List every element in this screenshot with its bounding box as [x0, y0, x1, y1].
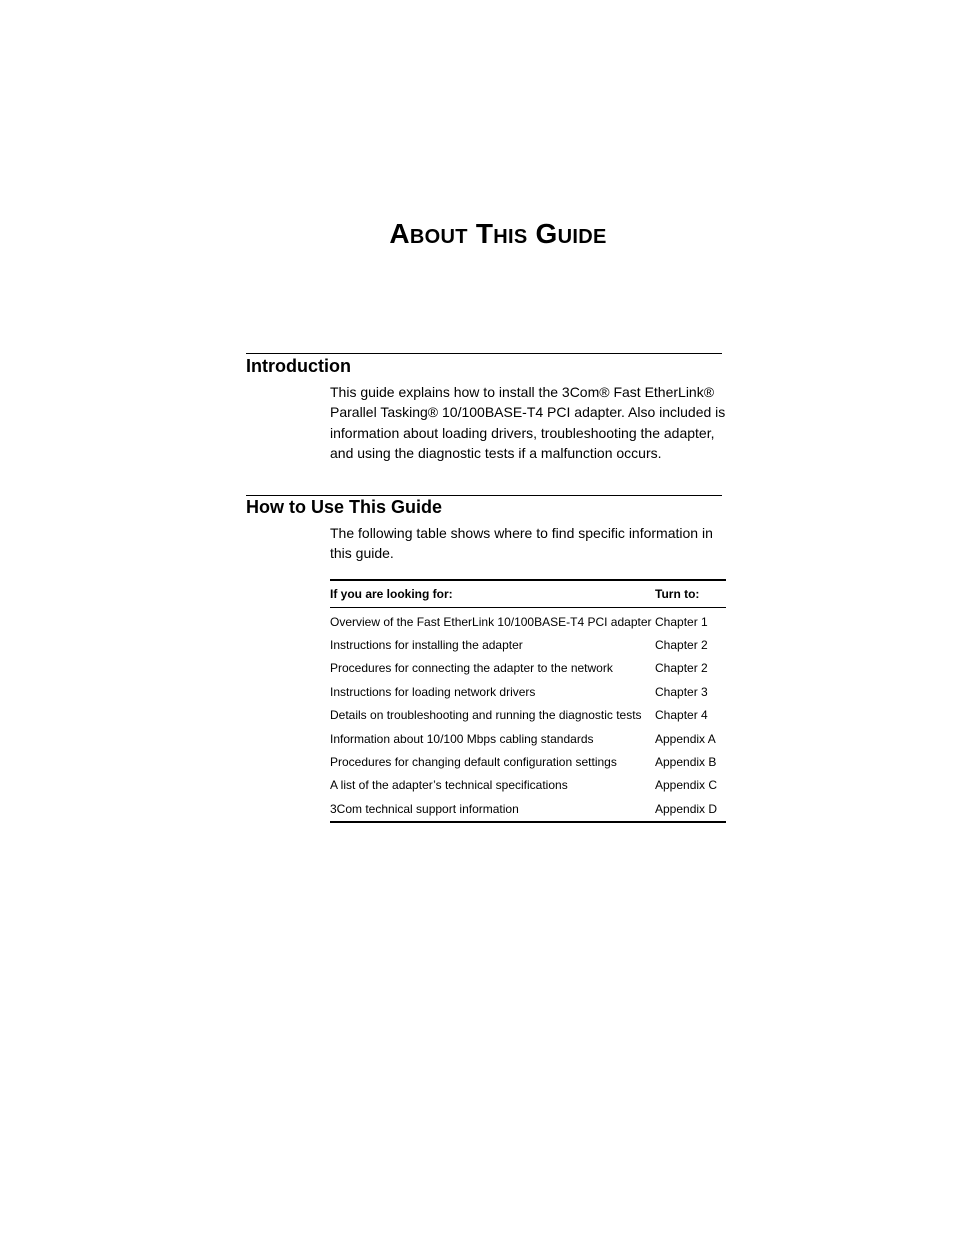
table-cell-reference: Appendix D [655, 801, 718, 816]
page-title: About This Guide [389, 218, 607, 249]
table-row [330, 680, 726, 703]
table-cell-topic: A list of the adapter’s technical specifications [330, 778, 568, 793]
table-cell-reference: Chapter 1 [655, 614, 708, 629]
table-cell-topic: Procedures for changing default configuration settings [330, 755, 617, 770]
table-row [330, 774, 726, 797]
how-to-use-paragraph: The following table shows where to find specific information in this guide. [330, 525, 713, 562]
table-header-reference: Turn to: [655, 580, 726, 608]
table-row [330, 797, 726, 821]
table-cell-topic: Instructions for loading network drivers [330, 684, 536, 699]
table-row [330, 633, 726, 656]
table-header-topic: If you are looking for: [330, 580, 655, 608]
guide-table [330, 579, 726, 823]
table-cell-topic: Details on troubleshooting and running the diagnostic tests [330, 708, 642, 723]
introduction-rule [246, 353, 722, 354]
table-cell-reference: Chapter 2 [655, 638, 708, 653]
table-cell-reference: Appendix A [655, 731, 716, 746]
table-cell-reference: Appendix B [655, 755, 717, 770]
table-header-row [330, 580, 726, 608]
table-cell-topic: 3Com technical support information [330, 801, 519, 816]
how-to-use-heading: How to Use This Guide [246, 497, 443, 517]
table-cell-topic: Overview of the Fast EtherLink 10/100BASE-T4 PCI adapter [330, 614, 652, 629]
table-row [330, 704, 726, 727]
table-cell-topic: Procedures for connecting the adapter to the network [330, 661, 613, 676]
table-row [330, 750, 726, 773]
table-row [330, 657, 726, 680]
table-cell-topic: Information about 10/100 Mbps cabling standards [330, 731, 594, 746]
table-cell-reference: Chapter 2 [655, 661, 708, 676]
table-cell-topic: Instructions for installing the adapter [330, 638, 523, 653]
table-row [330, 727, 726, 750]
introduction-paragraph: This guide explains how to install the 3Com® Fast EtherLink® Parallel Tasking® 10/100BASE-T4 PCI adapter. Also included is information about loading drivers, troubleshooting the adapter, and using the diagnostic tests if a malfunction occurs. [330, 384, 726, 462]
introduction-heading: Introduction [246, 356, 351, 376]
table-cell-reference: Chapter 4 [655, 708, 708, 723]
table-cell-reference: Chapter 3 [655, 684, 708, 699]
table-cell-reference: Appendix C [655, 778, 718, 793]
table-row [330, 608, 726, 634]
